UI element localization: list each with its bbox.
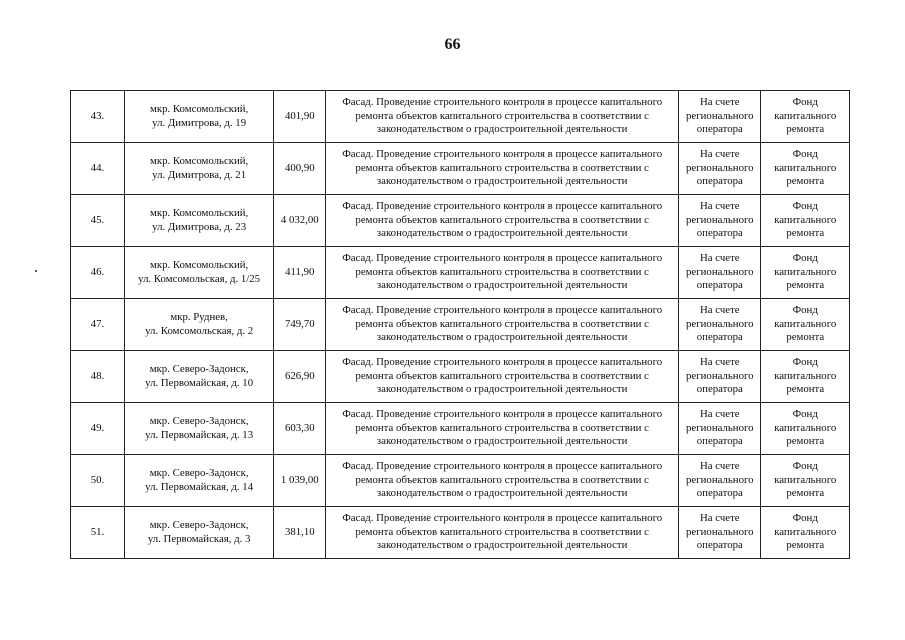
work-description-cell bbox=[326, 143, 679, 195]
work-description-cell bbox=[326, 299, 679, 351]
funding-source-line: ремонта bbox=[786, 487, 825, 500]
account-holder-cell bbox=[679, 507, 761, 559]
account-holder-line: На счете bbox=[699, 356, 740, 369]
work-description-line: Фасад. Проведение строительного контроля в процессе капитального bbox=[342, 512, 663, 525]
account-holder-line: регионального bbox=[686, 317, 754, 330]
account-holder-line: На счете bbox=[699, 460, 740, 473]
funding-source-cell bbox=[761, 351, 850, 403]
table-row bbox=[71, 403, 850, 455]
funding-source-line: капитального bbox=[774, 213, 837, 226]
account-holder-line: оператора bbox=[696, 227, 743, 240]
account-holder-line: регионального bbox=[686, 369, 754, 382]
row-number: 44. bbox=[71, 143, 125, 195]
account-holder-line: На счете bbox=[699, 304, 740, 317]
account-holder-cell bbox=[679, 91, 761, 143]
account-holder-cell bbox=[679, 247, 761, 299]
address-street: ул. Димитрова, д. 21 bbox=[152, 168, 247, 181]
table-row bbox=[71, 507, 850, 559]
funding-source-line: Фонд bbox=[792, 408, 818, 421]
row-number: 46. bbox=[71, 247, 125, 299]
funding-source-line: Фонд bbox=[792, 148, 818, 161]
area-value: 411,90 bbox=[274, 247, 326, 299]
funding-source-cell bbox=[761, 195, 850, 247]
account-holder-line: регионального bbox=[686, 473, 754, 486]
address-cell bbox=[124, 299, 273, 351]
area-value: 603,30 bbox=[274, 403, 326, 455]
funding-source-line: капитального bbox=[774, 161, 837, 174]
account-holder-line: оператора bbox=[696, 539, 743, 552]
work-description-line: Фасад. Проведение строительного контроля в процессе капитального bbox=[342, 356, 663, 369]
address-cell bbox=[124, 507, 273, 559]
work-description-line: Фасад. Проведение строительного контроля в процессе капитального bbox=[342, 408, 663, 421]
funding-source-line: Фонд bbox=[792, 252, 818, 265]
work-description-cell bbox=[326, 455, 679, 507]
address-street: ул. Комсомольская, д. 1/25 bbox=[138, 272, 261, 285]
address-cell bbox=[124, 247, 273, 299]
area-value: 626,90 bbox=[274, 351, 326, 403]
funding-source-cell bbox=[761, 143, 850, 195]
work-description-line: Фасад. Проведение строительного контроля в процессе капитального bbox=[342, 252, 663, 265]
row-number: 48. bbox=[71, 351, 125, 403]
work-description-line: ремонта объектов капитального строительства в соответствии с bbox=[355, 317, 649, 330]
account-holder-line: На счете bbox=[699, 408, 740, 421]
work-description-cell bbox=[326, 351, 679, 403]
funding-source-cell bbox=[761, 507, 850, 559]
account-holder-cell bbox=[679, 143, 761, 195]
work-description-line: ремонта объектов капитального строительства в соответствии с bbox=[355, 213, 649, 226]
work-description-cell bbox=[326, 91, 679, 143]
funding-source-line: ремонта bbox=[786, 435, 825, 448]
funding-source-line: ремонта bbox=[786, 123, 825, 136]
account-holder-line: регионального bbox=[686, 525, 754, 538]
table-row bbox=[71, 351, 850, 403]
address-district: мкр. Комсомольский, bbox=[150, 259, 249, 271]
account-holder-line: регионального bbox=[686, 109, 754, 122]
account-holder-line: оператора bbox=[696, 279, 743, 292]
funding-source-line: ремонта bbox=[786, 383, 825, 396]
area-value: 749,70 bbox=[274, 299, 326, 351]
work-description-line: Фасад. Проведение строительного контроля в процессе капитального bbox=[342, 200, 663, 213]
work-description-line: ремонта объектов капитального строительства в соответствии с bbox=[355, 161, 649, 174]
area-value: 381,10 bbox=[274, 507, 326, 559]
work-description-line: Фасад. Проведение строительного контроля в процессе капитального bbox=[342, 460, 663, 473]
table-row bbox=[71, 247, 850, 299]
work-description-line: Фасад. Проведение строительного контроля в процессе капитального bbox=[342, 148, 663, 161]
funding-source-cell bbox=[761, 247, 850, 299]
funding-source-cell bbox=[761, 403, 850, 455]
work-description-line: ремонта объектов капитального строительства в соответствии с bbox=[355, 525, 649, 538]
account-holder-line: регионального bbox=[686, 213, 754, 226]
account-holder-line: На счете bbox=[699, 512, 740, 525]
funding-source-line: Фонд bbox=[792, 304, 818, 317]
account-holder-line: На счете bbox=[699, 96, 740, 109]
area-value: 4 032,00 bbox=[274, 195, 326, 247]
account-holder-line: оператора bbox=[696, 435, 743, 448]
funding-source-line: Фонд bbox=[792, 96, 818, 109]
table-row bbox=[71, 91, 850, 143]
funding-source-line: Фонд bbox=[792, 200, 818, 213]
account-holder-cell bbox=[679, 351, 761, 403]
address-cell bbox=[124, 91, 273, 143]
funding-source-line: капитального bbox=[774, 421, 837, 434]
work-description-line: ремонта объектов капитального строительства в соответствии с bbox=[355, 421, 649, 434]
page-number: 66 bbox=[444, 36, 461, 53]
account-holder-line: регионального bbox=[686, 265, 754, 278]
address-district: мкр. Северо-Задонск, bbox=[149, 467, 249, 479]
work-description-line: законодательством о градостроительной деятельности bbox=[376, 123, 628, 136]
funding-source-line: ремонта bbox=[786, 175, 825, 188]
address-district: мкр. Комсомольский, bbox=[150, 103, 249, 115]
funding-source-cell bbox=[761, 299, 850, 351]
work-description-line: законодательством о градостроительной деятельности bbox=[376, 383, 628, 396]
work-description-line: законодательством о градостроительной деятельности bbox=[376, 331, 628, 344]
work-description-line: законодательством о градостроительной деятельности bbox=[376, 227, 628, 240]
work-description-line: Фасад. Проведение строительного контроля в процессе капитального bbox=[342, 304, 663, 317]
address-cell bbox=[124, 403, 273, 455]
funding-source-line: капитального bbox=[774, 265, 837, 278]
row-number: 47. bbox=[71, 299, 125, 351]
account-holder-line: На счете bbox=[699, 148, 740, 161]
account-holder-cell bbox=[679, 195, 761, 247]
funding-source-line: капитального bbox=[774, 525, 837, 538]
address-district: мкр. Северо-Задонск, bbox=[149, 415, 249, 427]
area-value: 1 039,00 bbox=[274, 455, 326, 507]
address-street: ул. Первомайская, д. 14 bbox=[145, 480, 254, 493]
row-number: 51. bbox=[71, 507, 125, 559]
funding-source-line: ремонта bbox=[786, 227, 825, 240]
address-street: ул. Первомайская, д. 3 bbox=[147, 532, 251, 545]
row-number: 50. bbox=[71, 455, 125, 507]
funding-source-line: Фонд bbox=[792, 460, 818, 473]
address-cell bbox=[124, 195, 273, 247]
work-description-cell bbox=[326, 247, 679, 299]
work-description-line: законодательством о градостроительной деятельности bbox=[376, 175, 628, 188]
work-description-line: законодательством о градостроительной деятельности bbox=[376, 539, 628, 552]
row-number: 45. bbox=[71, 195, 125, 247]
account-holder-line: оператора bbox=[696, 487, 743, 500]
account-holder-line: регионального bbox=[686, 161, 754, 174]
scan-speck bbox=[35, 270, 37, 272]
work-description-cell bbox=[326, 507, 679, 559]
account-holder-cell bbox=[679, 403, 761, 455]
funding-source-line: капитального bbox=[774, 109, 837, 122]
funding-source-line: Фонд bbox=[792, 512, 818, 525]
funding-source-line: ремонта bbox=[786, 279, 825, 292]
funding-source-line: капитального bbox=[774, 473, 837, 486]
address-cell bbox=[124, 143, 273, 195]
address-district: мкр. Комсомольский, bbox=[150, 155, 249, 167]
address-cell bbox=[124, 351, 273, 403]
work-description-cell bbox=[326, 403, 679, 455]
funding-source-line: ремонта bbox=[786, 331, 825, 344]
work-description-line: ремонта объектов капитального строительства в соответствии с bbox=[355, 473, 649, 486]
repair-registry-table bbox=[70, 90, 850, 559]
address-district: мкр. Северо-Задонск, bbox=[149, 519, 249, 531]
address-street: ул. Первомайская, д. 13 bbox=[145, 428, 254, 441]
table-row bbox=[71, 455, 850, 507]
work-description-line: Фасад. Проведение строительного контроля в процессе капитального bbox=[342, 96, 663, 109]
address-street: ул. Комсомольская, д. 2 bbox=[145, 324, 254, 337]
funding-source-cell bbox=[761, 91, 850, 143]
address-street: ул. Первомайская, д. 10 bbox=[145, 376, 254, 389]
work-description-line: законодательством о градостроительной деятельности bbox=[376, 487, 628, 500]
account-holder-line: оператора bbox=[696, 123, 743, 136]
account-holder-cell bbox=[679, 299, 761, 351]
account-holder-line: На счете bbox=[699, 200, 740, 213]
account-holder-line: оператора bbox=[696, 383, 743, 396]
funding-source-cell bbox=[761, 455, 850, 507]
address-district: мкр. Руднев, bbox=[170, 311, 228, 323]
area-value: 401,90 bbox=[274, 91, 326, 143]
row-number: 49. bbox=[71, 403, 125, 455]
work-description-line: ремонта объектов капитального строительства в соответствии с bbox=[355, 109, 649, 122]
account-holder-line: На счете bbox=[699, 252, 740, 265]
table-row bbox=[71, 195, 850, 247]
funding-source-line: ремонта bbox=[786, 539, 825, 552]
address-district: мкр. Северо-Задонск, bbox=[149, 363, 249, 375]
address-cell bbox=[124, 455, 273, 507]
funding-source-line: капитального bbox=[774, 317, 837, 330]
table-row bbox=[71, 143, 850, 195]
account-holder-line: оператора bbox=[696, 175, 743, 188]
work-description-line: ремонта объектов капитального строительства в соответствии с bbox=[355, 265, 649, 278]
address-street: ул. Димитрова, д. 23 bbox=[152, 220, 247, 233]
work-description-cell bbox=[326, 195, 679, 247]
funding-source-line: капитального bbox=[774, 369, 837, 382]
address-district: мкр. Комсомольский, bbox=[150, 207, 249, 219]
account-holder-line: оператора bbox=[696, 331, 743, 344]
registry-body bbox=[71, 91, 850, 559]
funding-source-line: Фонд bbox=[792, 356, 818, 369]
address-street: ул. Димитрова, д. 19 bbox=[152, 116, 247, 129]
work-description-line: ремонта объектов капитального строительства в соответствии с bbox=[355, 369, 649, 382]
work-description-line: законодательством о градостроительной деятельности bbox=[376, 435, 628, 448]
area-value: 400,90 bbox=[274, 143, 326, 195]
table-row bbox=[71, 299, 850, 351]
account-holder-line: регионального bbox=[686, 421, 754, 434]
row-number: 43. bbox=[71, 91, 125, 143]
account-holder-cell bbox=[679, 455, 761, 507]
work-description-line: законодательством о градостроительной деятельности bbox=[376, 279, 628, 292]
